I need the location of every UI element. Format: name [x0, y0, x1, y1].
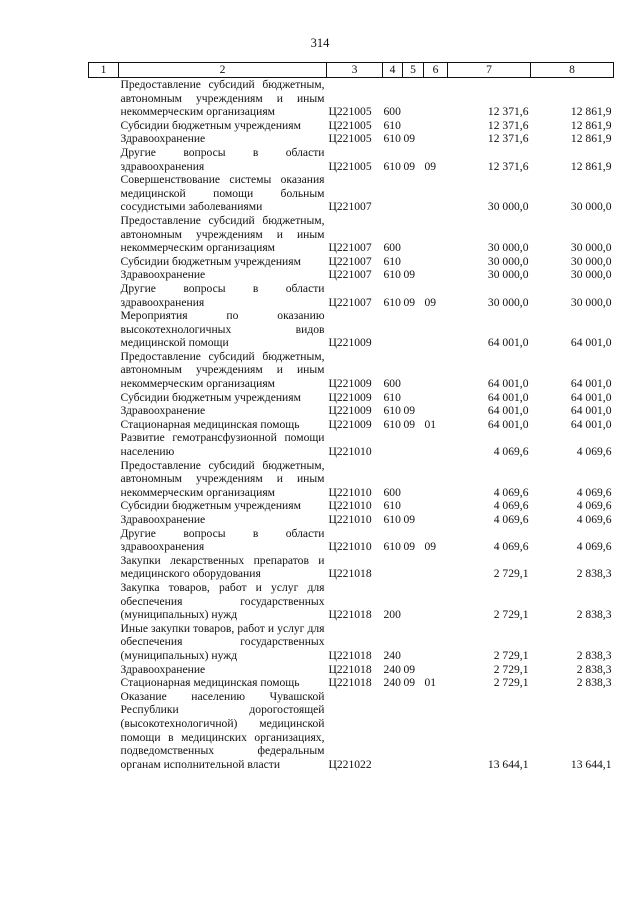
- cell-amount-col-8: 30 000,0: [570, 200, 612, 214]
- table-row: [89, 499, 614, 513]
- table-row: [89, 255, 614, 269]
- cell-amount-col-8: 2 838,3: [576, 567, 612, 581]
- cell-subsection: [424, 459, 448, 500]
- cell-description: Субсидии бюджетным учреждениям: [120, 499, 301, 513]
- cell-section: [403, 581, 424, 622]
- table-row: [89, 431, 614, 458]
- header-col-8: 8: [531, 63, 614, 78]
- cell-target-code: Ц221010: [328, 485, 372, 499]
- cell-col-1: [89, 78, 119, 119]
- cell-description: Стационарная медицинская помощь: [120, 417, 300, 431]
- cell-subsection: [424, 391, 448, 405]
- cell-col-1: [89, 499, 119, 513]
- cell-amount-col-8: 30 000,0: [570, 254, 612, 268]
- cell-subsection: [424, 690, 448, 772]
- cell-description: Предоставление субсидий бюджетным, автономным учреждениям и иным некоммерческим организациям: [120, 213, 325, 255]
- cell-expense-type: 600: [383, 241, 401, 255]
- table-row: [89, 309, 614, 350]
- table-row: [89, 622, 614, 663]
- cell-description: Здравоохранение: [120, 404, 206, 418]
- cell-description: Субсидии бюджетным учреждениям: [120, 390, 301, 404]
- cell-expense-type: [383, 554, 403, 581]
- cell-section: 09: [403, 268, 416, 282]
- cell-subsection: 01: [424, 676, 437, 690]
- cell-amount-col-7: 64 001,0: [487, 417, 529, 431]
- cell-section: 09: [403, 132, 416, 146]
- cell-subsection: [424, 119, 448, 133]
- cell-amount-col-7: 30 000,0: [487, 200, 529, 214]
- table-row: [89, 78, 614, 119]
- cell-target-code: Ц221018: [328, 567, 372, 581]
- cell-amount-col-8: 12 861,9: [570, 105, 612, 119]
- cell-col-1: [89, 527, 119, 554]
- cell-section: [403, 350, 424, 391]
- cell-amount-col-7: 4 069,6: [493, 485, 529, 499]
- cell-target-code: Ц221009: [328, 336, 372, 350]
- cell-amount-col-7: 30 000,0: [487, 268, 529, 282]
- table-row: [89, 173, 614, 214]
- cell-expense-type: 610: [383, 540, 401, 554]
- cell-amount-col-8: 12 861,9: [570, 118, 612, 132]
- cell-expense-type: 600: [383, 377, 401, 391]
- cell-target-code: Ц221010: [328, 540, 372, 554]
- cell-amount-col-8: 64 001,0: [570, 336, 612, 350]
- cell-expense-type: 240: [383, 662, 401, 676]
- cell-section: 09: [403, 404, 416, 418]
- cell-expense-type: [383, 173, 403, 214]
- cell-amount-col-7: 4 069,6: [493, 445, 529, 459]
- cell-expense-type: [383, 309, 403, 350]
- cell-target-code: Ц221005: [328, 118, 372, 132]
- header-col-5: 5: [403, 63, 424, 78]
- cell-section: 09: [403, 417, 416, 431]
- cell-amount-col-8: 4 069,6: [576, 445, 612, 459]
- cell-col-1: [89, 282, 119, 309]
- cell-target-code: Ц221018: [328, 608, 372, 622]
- table-header: [89, 63, 614, 78]
- header-row: [89, 63, 614, 78]
- table-row: [89, 581, 614, 622]
- header-col-4: 4: [383, 63, 403, 78]
- cell-amount-col-7: 2 729,1: [493, 676, 529, 690]
- cell-subsection: [424, 499, 448, 513]
- cell-expense-type: 610: [383, 513, 401, 526]
- cell-col-1: [89, 554, 119, 581]
- cell-target-code: Ц221007: [328, 295, 372, 309]
- cell-section: 09: [403, 295, 416, 309]
- table-row: [89, 663, 614, 677]
- cell-expense-type: 610: [383, 268, 401, 282]
- cell-col-1: [89, 350, 119, 391]
- cell-subsection: 09: [424, 540, 437, 554]
- cell-amount-col-8: 4 069,6: [576, 499, 612, 513]
- cell-description: Оказание населению Чувашской Республики дорогостоящей (высокотехнологичной) медицинской помощи в медицинских организациях, подведомственных федеральным органам исполнительной власти: [120, 689, 325, 771]
- cell-amount-col-7: 4 069,6: [493, 499, 529, 513]
- cell-description: Стационарная медицинская помощь: [120, 676, 300, 690]
- table-row: [89, 513, 614, 527]
- table-row: [89, 268, 614, 282]
- cell-description: Предоставление субсидий бюджетным, автономным учреждениям и иным некоммерческим организациям: [120, 349, 325, 391]
- cell-subsection: 09: [424, 295, 437, 309]
- cell-description: Предоставление субсидий бюджетным, автономным учреждениям и иным некоммерческим организациям: [120, 458, 325, 499]
- cell-amount-col-8: 64 001,0: [570, 390, 612, 404]
- cell-description: Здравоохранение: [120, 662, 206, 676]
- table-row: [89, 554, 614, 581]
- cell-section: 09: [403, 676, 416, 690]
- cell-section: 09: [403, 540, 416, 554]
- cell-amount-col-7: 30 000,0: [487, 254, 529, 268]
- cell-amount-col-8: 4 069,6: [576, 485, 612, 499]
- cell-expense-type: 610: [383, 295, 401, 309]
- cell-amount-col-7: 2 729,1: [493, 662, 529, 676]
- cell-section: [403, 391, 424, 405]
- cell-amount-col-7: 64 001,0: [487, 336, 529, 350]
- cell-target-code: Ц221018: [328, 648, 372, 662]
- cell-amount-col-8: 2 838,3: [576, 676, 612, 690]
- table-row: [89, 282, 614, 309]
- cell-section: [403, 119, 424, 133]
- cell-description: Совершенствование системы оказания медицинской помощи больным сосудистыми заболеваниями: [120, 173, 325, 214]
- cell-subsection: [424, 268, 448, 282]
- cell-expense-type: 610: [383, 254, 401, 268]
- header-col-7: 7: [448, 63, 531, 78]
- cell-description: Здравоохранение: [120, 513, 206, 526]
- cell-subsection: [424, 622, 448, 663]
- cell-expense-type: 610: [383, 417, 401, 431]
- cell-expense-type: 610: [383, 159, 401, 173]
- cell-col-1: [89, 173, 119, 214]
- cell-target-code: Ц221009: [328, 404, 372, 418]
- cell-expense-type: 240: [383, 648, 401, 662]
- cell-target-code: Ц221022: [328, 757, 372, 771]
- cell-col-1: [89, 676, 119, 690]
- cell-col-1: [89, 214, 119, 255]
- cell-target-code: Ц221007: [328, 254, 372, 268]
- cell-amount-col-7: 2 729,1: [493, 567, 529, 581]
- table-row: [89, 350, 614, 391]
- cell-section: [403, 554, 424, 581]
- cell-amount-col-7: 4 069,6: [493, 513, 529, 526]
- cell-subsection: [424, 173, 448, 214]
- cell-col-1: [89, 431, 119, 458]
- cell-section: [403, 309, 424, 350]
- cell-col-1: [89, 404, 119, 418]
- cell-description: Развитие гемотрансфузионной помощи населению: [120, 431, 325, 459]
- cell-target-code: Ц221007: [328, 200, 372, 214]
- cell-expense-type: [383, 690, 403, 772]
- cell-amount-col-8: 12 861,9: [570, 159, 612, 173]
- cell-expense-type: 600: [383, 485, 401, 499]
- cell-description: Иные закупки товаров, работ и услуг для обеспечения государственных (муниципальных) нужд: [120, 621, 325, 662]
- cell-subsection: [424, 214, 448, 255]
- cell-amount-col-7: 12 371,6: [487, 132, 529, 146]
- cell-section: [403, 690, 424, 772]
- cell-description: Другие вопросы в области здравоохранения: [120, 281, 325, 309]
- cell-description: Субсидии бюджетным учреждениям: [120, 118, 301, 132]
- cell-subsection: [424, 78, 448, 119]
- cell-col-1: [89, 690, 119, 772]
- cell-subsection: [424, 255, 448, 269]
- cell-section: 09: [403, 159, 416, 173]
- cell-expense-type: 240: [383, 676, 401, 690]
- cell-amount-col-7: 12 371,6: [487, 118, 529, 132]
- cell-description: Предоставление субсидий бюджетным, автономным учреждениям и иным некоммерческим организациям: [120, 78, 325, 119]
- cell-amount-col-8: 4 069,6: [576, 540, 612, 554]
- cell-col-1: [89, 119, 119, 133]
- cell-expense-type: 610: [383, 390, 401, 404]
- budget-table: [88, 62, 614, 771]
- cell-col-1: [89, 513, 119, 527]
- cell-expense-type: 610: [383, 118, 401, 132]
- cell-subsection: [424, 554, 448, 581]
- cell-col-1: [89, 418, 119, 432]
- cell-amount-col-7: 12 371,6: [487, 159, 529, 173]
- table-body: [89, 78, 614, 772]
- cell-section: [403, 499, 424, 513]
- page-number: 314: [310, 36, 330, 50]
- cell-description: Другие вопросы в области здравоохранения: [120, 145, 325, 173]
- cell-target-code: Ц221018: [328, 662, 372, 676]
- cell-amount-col-7: 4 069,6: [493, 540, 529, 554]
- cell-section: [403, 173, 424, 214]
- cell-col-1: [89, 268, 119, 282]
- cell-description: Здравоохранение: [120, 268, 206, 282]
- cell-amount-col-8: 64 001,0: [570, 417, 612, 431]
- cell-col-1: [89, 459, 119, 500]
- cell-amount-col-8: 64 001,0: [570, 404, 612, 418]
- cell-description: Здравоохранение: [120, 132, 206, 146]
- cell-section: [403, 255, 424, 269]
- cell-col-1: [89, 622, 119, 663]
- cell-description: Субсидии бюджетным учреждениям: [120, 254, 301, 268]
- table-row: [89, 214, 614, 255]
- cell-section: 09: [403, 662, 416, 676]
- cell-description: Другие вопросы в области здравоохранения: [120, 526, 325, 554]
- cell-col-1: [89, 391, 119, 405]
- cell-target-code: Ц221009: [328, 377, 372, 391]
- cell-expense-type: [383, 431, 403, 458]
- cell-col-1: [89, 255, 119, 269]
- cell-expense-type: 610: [383, 132, 401, 146]
- cell-amount-col-8: 30 000,0: [570, 295, 612, 309]
- table-row: [89, 391, 614, 405]
- cell-amount-col-7: 30 000,0: [487, 295, 529, 309]
- table-row: [89, 119, 614, 133]
- cell-col-1: [89, 132, 119, 146]
- header-col-6: 6: [424, 63, 448, 78]
- cell-amount-col-7: 30 000,0: [487, 241, 529, 255]
- cell-description: Закупки лекарственных препаратов и медицинского оборудования: [120, 553, 325, 581]
- cell-col-1: [89, 581, 119, 622]
- header-col-2: 2: [119, 63, 327, 78]
- cell-target-code: Ц221009: [328, 390, 372, 404]
- table-row: [89, 418, 614, 432]
- cell-target-code: Ц221007: [328, 241, 372, 255]
- cell-target-code: Ц221018: [328, 676, 372, 690]
- cell-section: 09: [403, 513, 416, 526]
- cell-target-code: Ц221005: [328, 132, 372, 146]
- cell-expense-type: 200: [383, 608, 401, 622]
- cell-amount-col-7: 13 644,1: [487, 757, 529, 771]
- cell-subsection: [424, 513, 448, 527]
- cell-col-1: [89, 146, 119, 173]
- cell-subsection: [424, 350, 448, 391]
- cell-description: Закупка товаров, работ и услуг для обеспечения государственных (муниципальных) нужд: [120, 580, 325, 622]
- cell-amount-col-8: 30 000,0: [570, 241, 612, 255]
- cell-target-code: Ц221010: [328, 445, 372, 459]
- header-col-3: 3: [327, 63, 383, 78]
- cell-subsection: [424, 663, 448, 677]
- cell-amount-col-7: 64 001,0: [487, 404, 529, 418]
- table-row: [89, 690, 614, 772]
- cell-expense-type: 610: [383, 499, 401, 513]
- cell-target-code: Ц221007: [328, 268, 372, 282]
- cell-amount-col-7: 2 729,1: [493, 608, 529, 622]
- cell-target-code: Ц221010: [328, 499, 372, 513]
- cell-section: [403, 431, 424, 458]
- cell-amount-col-7: 64 001,0: [487, 377, 529, 391]
- cell-amount-col-8: 2 838,3: [576, 662, 612, 676]
- table-row: [89, 459, 614, 500]
- cell-section: [403, 78, 424, 119]
- cell-subsection: [424, 431, 448, 458]
- cell-subsection: [424, 404, 448, 418]
- cell-col-1: [89, 663, 119, 677]
- cell-amount-col-8: 64 001,0: [570, 377, 612, 391]
- table-row: [89, 146, 614, 173]
- table-row: [89, 404, 614, 418]
- cell-description: Мероприятия по оказанию высокотехнологичных видов медицинской помощи: [120, 309, 325, 350]
- cell-amount-col-7: 2 729,1: [493, 648, 529, 662]
- cell-amount-col-8: 4 069,6: [576, 513, 612, 526]
- cell-amount-col-8: 12 861,9: [570, 132, 612, 146]
- cell-subsection: 01: [424, 417, 437, 431]
- cell-subsection: 09: [424, 159, 437, 173]
- cell-amount-col-8: 2 838,3: [576, 648, 612, 662]
- cell-expense-type: 600: [383, 105, 401, 119]
- table-row: [89, 676, 614, 690]
- cell-subsection: [424, 132, 448, 146]
- cell-target-code: Ц221005: [328, 105, 372, 119]
- cell-col-1: [89, 309, 119, 350]
- cell-amount-col-8: 2 838,3: [576, 608, 612, 622]
- cell-target-code: Ц221009: [328, 417, 372, 431]
- cell-target-code: Ц221005: [328, 159, 372, 173]
- header-col-1: 1: [89, 63, 119, 78]
- cell-target-code: Ц221010: [328, 513, 372, 526]
- cell-section: [403, 622, 424, 663]
- table-row: [89, 132, 614, 146]
- cell-amount-col-7: 64 001,0: [487, 390, 529, 404]
- cell-amount-col-8: 13 644,1: [570, 757, 612, 771]
- table-row: [89, 527, 614, 554]
- cell-expense-type: 610: [383, 404, 401, 418]
- cell-amount-col-8: 30 000,0: [570, 268, 612, 282]
- cell-subsection: [424, 309, 448, 350]
- cell-section: [403, 459, 424, 500]
- cell-subsection: [424, 581, 448, 622]
- cell-section: [403, 214, 424, 255]
- cell-amount-col-7: 12 371,6: [487, 105, 529, 119]
